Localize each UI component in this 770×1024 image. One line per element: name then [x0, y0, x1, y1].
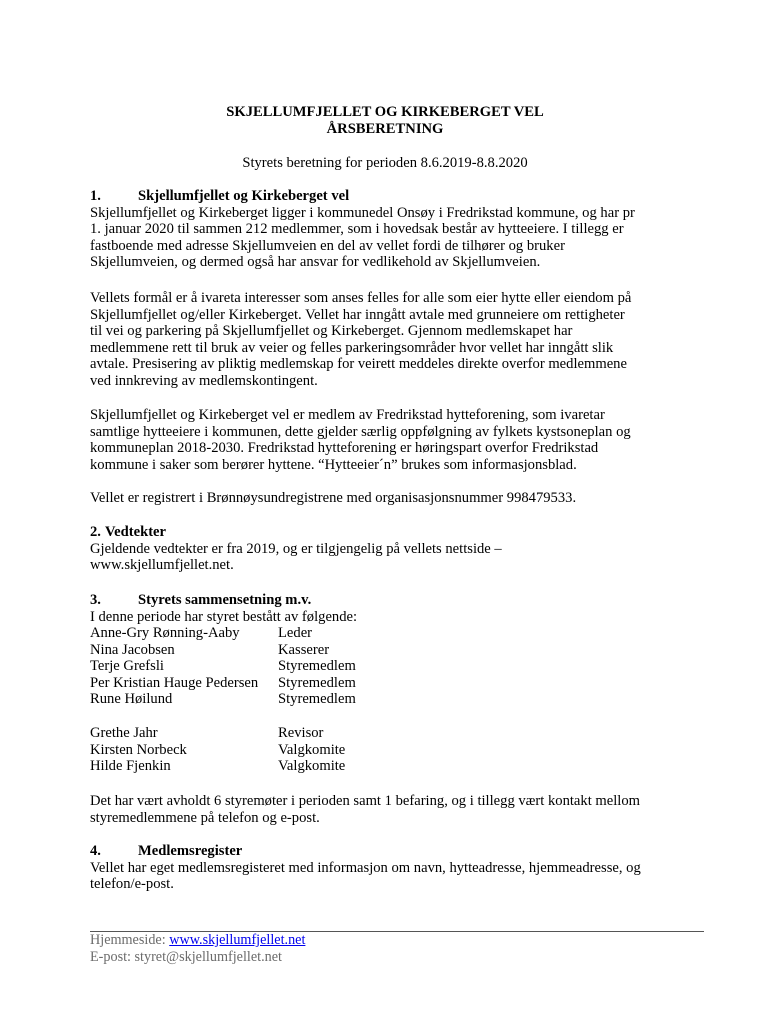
footer-separator: :	[161, 932, 170, 948]
member-name: Terje Grefsli	[90, 658, 164, 675]
member-role: Kasserer	[278, 641, 330, 658]
section-2	[90, 524, 690, 574]
member-role: Revisor	[278, 725, 324, 741]
member-row	[90, 642, 690, 659]
meetings-paragraph	[90, 793, 690, 826]
member-row	[90, 675, 690, 692]
paragraph-line: Vellets formål er å ivareta interesser som anses felles for alle som eier hytte eller eiendom på	[90, 290, 632, 306]
paragraph-line: Skjellumfjellet og/eller Kirkeberget. Vellet har inngått avtale med grunneiere om rettigheter	[90, 306, 625, 323]
member-name: Hilde Fjenkin	[90, 758, 171, 775]
section-title: Styrets sammensetning m.v.	[138, 592, 312, 608]
member-role: Styremedlem	[278, 691, 356, 708]
paragraph-line: kommune i saker som berører hyttene. “Hytteeier´n” brukes som informasjonsblad.	[90, 456, 577, 473]
paragraph-line: Vellet er registrert i Brønnøysundregistrene med organisasjonsnummer 998479533.	[90, 490, 577, 506]
paragraph-line: fastboende med adresse Skjellumveien en del av vellet fordi de tilhører og bruker	[90, 237, 565, 254]
member-name: Grethe Jahr	[90, 725, 158, 741]
section-title: Skjellumfjellet og Kirkeberget vel	[138, 188, 350, 204]
footer-homepage-label: Hjemmeside	[90, 932, 162, 948]
other-roles-list	[90, 725, 690, 775]
member-role: Styremedlem	[278, 658, 356, 675]
section-3-heading	[90, 592, 690, 609]
homepage-link[interactable]: www.skjellumfjellet.net	[169, 932, 306, 948]
section-3	[90, 592, 690, 625]
section-1-registration	[90, 490, 690, 507]
paragraph-line: Vellet har eget medlemsregisteret med informasjon om navn, hytteadresse, hjemmeadresse, og	[90, 859, 641, 876]
paragraph-line: avtale. Presisering av pliktig medlemskap for veirett meddeles direkte overfor medlemmene	[90, 356, 627, 373]
section-title: Vedtekter	[104, 524, 167, 540]
paragraph-line: samtlige hytteeiere i kommunen, dette gjelder særlig oppfølgning av fylkets kystsoneplan og	[90, 423, 631, 440]
paragraph-line: til vei og parkering på Skjellumfjellet og Kirkeberget. Gjennom medlemskapet har	[90, 323, 573, 340]
member-row	[90, 725, 690, 742]
paragraph-line: Det har vært avholdt 6 styremøter i perioden samt 1 befaring, og i tillegg vært kontakt mellom	[90, 793, 640, 809]
member-name: Nina Jacobsen	[90, 641, 175, 658]
member-name: Kirsten Norbeck	[90, 741, 187, 758]
paragraph-line: www.skjellumfjellet.net.	[90, 557, 234, 574]
paragraph-line: 1. januar 2020 til sammen 212 medlemmer, som i hovedsak består av hytteeiere. I tillegg er	[90, 221, 624, 238]
section-number: 2.	[90, 524, 101, 540]
section-number: 3.	[90, 592, 101, 608]
section-4-heading	[90, 843, 690, 860]
section-title: Medlemsregister	[138, 843, 243, 859]
paragraph-line: Gjeldende vedtekter er fra 2019, og er tilgjengelig på vellets nettside –	[90, 540, 502, 557]
paragraph-line: Skjellumfjellet og Kirkeberget vel er medlem av Fredrikstad hytteforening, som ivaretar	[90, 407, 605, 423]
document-title: SKJELLUMFJELLET OG KIRKEBERGET VEL	[226, 104, 544, 120]
report-period: Styrets beretning for perioden 8.6.2019-8.8.2020	[242, 155, 528, 171]
section-number: 1.	[90, 188, 101, 204]
paragraph-line: ved innkreving av medlemskontingent.	[90, 372, 318, 389]
paragraph-line: telefon/e-post.	[90, 876, 174, 893]
member-name: Anne-Gry Rønning-Aaby	[90, 625, 240, 641]
section-1-membership	[90, 407, 690, 473]
page-footer	[90, 932, 305, 965]
section-1-purpose	[90, 290, 690, 390]
member-row	[90, 625, 690, 642]
paragraph-line: medlemmene rett til bruk av veier og felles parkeringsområder hvor vellet har inngått slik	[90, 339, 614, 356]
paragraph-line: Skjellumveien, og dermed også har ansvar for vedlikehold av Skjellumveien.	[90, 254, 541, 271]
member-role: Styremedlem	[278, 674, 356, 691]
member-row	[90, 691, 690, 708]
document-subtitle-arsberetning: ÅRSBERETNING	[326, 121, 444, 137]
section-2-heading	[90, 524, 690, 541]
section-1	[90, 188, 690, 271]
member-row	[90, 742, 690, 759]
member-role: Leder	[278, 625, 313, 641]
paragraph-line: styremedlemmene på telefon og e-post.	[90, 809, 320, 826]
paragraph-line: I denne periode har styret bestått av følgende:	[90, 608, 358, 625]
section-1-heading	[90, 188, 690, 205]
board-members-list	[90, 625, 690, 708]
member-role: Valgkomite	[278, 758, 346, 775]
member-name: Per Kristian Hauge Pedersen	[90, 674, 259, 691]
paragraph-line: kommuneplan 2018-2030. Fredrikstad hytteforening er høringspart overfor Fredrikstad	[90, 440, 599, 457]
footer-email: E-post: styret@skjellumfjellet.net	[90, 948, 282, 965]
footer-homepage-line	[90, 932, 305, 949]
member-name: Rune Høilund	[90, 691, 173, 708]
member-row	[90, 658, 690, 675]
paragraph-line: Skjellumfjellet og Kirkeberget ligger i kommunedel Onsøy i Fredrikstad kommune, og har pr	[90, 204, 635, 221]
section-number: 4.	[90, 843, 101, 859]
member-role: Valgkomite	[278, 741, 346, 758]
member-row	[90, 758, 690, 775]
section-4	[90, 843, 690, 893]
